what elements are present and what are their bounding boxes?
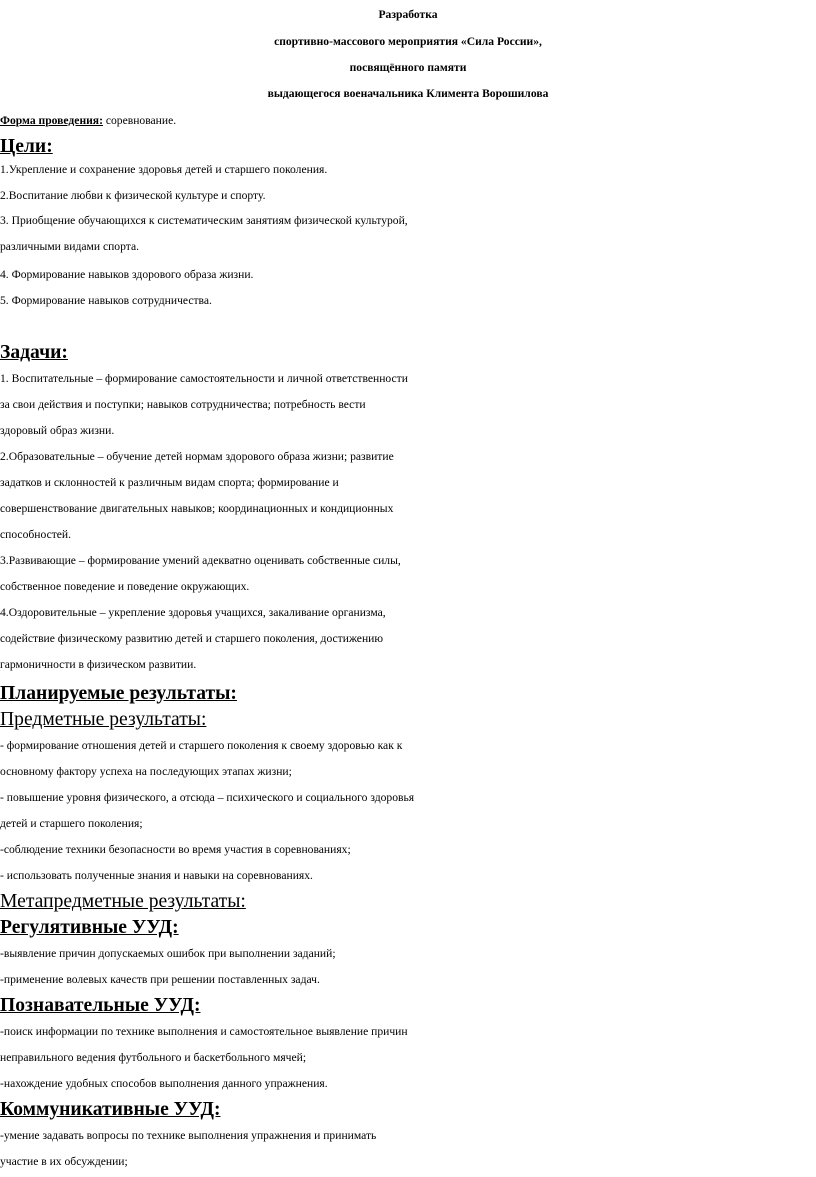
subject-result-line: - повышение уровня физического, а отсюда – психического и социального здоровья (0, 791, 415, 804)
goal-line: 3. Приобщение обучающихся к систематическим занятиям физической культурой, (0, 214, 408, 227)
goal-line: 5. Формирование навыков сотрудничества. (0, 294, 212, 307)
form-line (0, 108, 816, 134)
task-line: 3.Развивающие – формирование умений адекватно оценивать собственные силы, (0, 554, 401, 567)
title-line-4: выдающегося военачальника Климента Ворошилова (267, 87, 549, 100)
subject-result-line: -соблюдение техники безопасности во время участия в соревнованиях; (0, 843, 351, 856)
form-value: соревнование. (102, 114, 177, 127)
subject-results-heading: Предметные результаты: (0, 709, 207, 730)
goal-line: 4. Формирование навыков здорового образа жизни. (0, 268, 254, 281)
subject-result-line: - использовать полученные знания и навыки на соревнованиях. (0, 869, 313, 882)
cognitive-line: -нахождение удобных способов выполнения данного упражнения. (0, 1077, 328, 1090)
task-line: 2.Образовательные – обучение детей нормам здорового образа жизни; развитие (0, 450, 394, 463)
task-line: за свои действия и поступки; навыков сотрудничества; потребность вести (0, 398, 366, 411)
task-line: 4.Оздоровительные – укрепление здоровья учащихся, закаливание организма, (0, 606, 386, 619)
task-line: 1. Воспитательные – формирование самостоятельности и личной ответственности (0, 372, 408, 385)
form-label: Форма проведения: (0, 114, 103, 127)
subject-result-line: - формирование отношения детей и старшего поколения к своему здоровью как к (0, 739, 403, 752)
cognitive-line: неправильного ведения футбольного и баскетбольного мячей; (0, 1051, 307, 1064)
regulatory-line: -применение волевых качеств при решении поставленных задач. (0, 973, 320, 986)
subject-result-line: основному фактору успеха на последующих этапах жизни; (0, 765, 292, 778)
results-heading: Планируемые результаты: (0, 683, 237, 704)
cognitive-line: -поиск информации по технике выполнения и самостоятельное выявление причин (0, 1025, 408, 1038)
task-line: задатков и склонностей к различным видам спорта; формирование и (0, 476, 339, 489)
goals-heading: Цели: (0, 136, 53, 157)
tasks-heading: Задачи: (0, 342, 68, 363)
title-line-2: спортивно-массового мероприятия «Сила России», (274, 35, 542, 48)
title-line-1: Разработка (378, 8, 438, 21)
communicative-heading: Коммуникативные УУД: (0, 1099, 221, 1120)
goal-line: 1.Укрепление и сохранение здоровья детей и старшего поколения. (0, 163, 328, 176)
task-line: собственное поведение и поведение окружающих. (0, 580, 250, 593)
task-line: гармоничности в физическом развитии. (0, 658, 197, 671)
communicative-line: участие в их обсуждении; (0, 1155, 128, 1168)
communicative-line: -умение задавать вопросы по технике выполнения упражнения и принимать (0, 1129, 377, 1142)
task-line: здоровый образ жизни. (0, 424, 115, 437)
goal-line: 2.Воспитание любви к физической культуре и спорту. (0, 189, 266, 202)
title-line-3: посвящённого памяти (349, 61, 467, 74)
task-line: способностей. (0, 528, 72, 541)
goal-line: различными видами спорта. (0, 240, 139, 253)
meta-results-heading: Метапредметные результаты: (0, 891, 246, 912)
subject-result-line: детей и старшего поколения; (0, 817, 143, 830)
cognitive-heading: Познавательные УУД: (0, 995, 201, 1016)
regulatory-line: -выявление причин допускаемых ошибок при выполнении заданий; (0, 947, 336, 960)
regulatory-heading: Регулятивные УУД: (0, 917, 179, 938)
task-line: содействие физическому развитию детей и старшего поколения, достижению (0, 632, 384, 645)
task-line: совершенствование двигательных навыков; координационных и кондиционных (0, 502, 394, 515)
